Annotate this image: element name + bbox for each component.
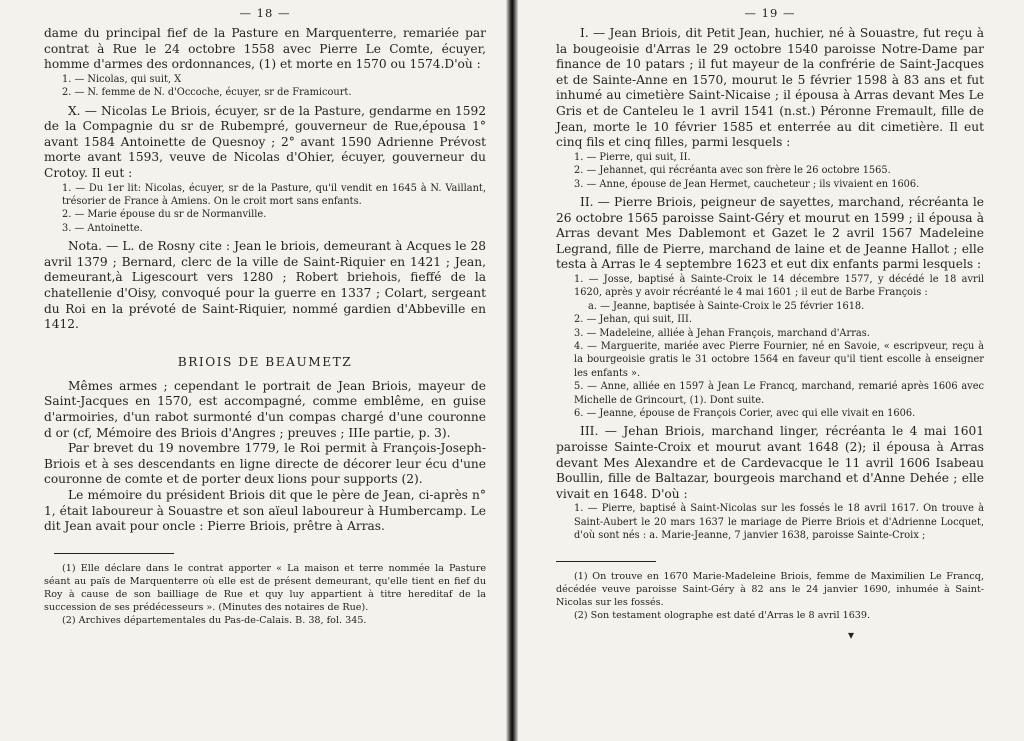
list-item: 3. — Anne, épouse de Jean Hermet, caucheteur ; ils vivaient en 1606. xyxy=(574,178,920,190)
footnote-rule xyxy=(556,561,656,562)
list-item: 1. — Pierre, qui suit, II. xyxy=(574,151,691,163)
ink-mark: ▾ xyxy=(848,628,855,642)
paragraph: I. — Jean Briois, dit Petit Jean, huchier, né à Souastre, fut reçu à la bougeoisie d'Arras le 29 octobre 1540 paroisse Notre-Dame par finance de 10 patars ; il fut mayeur de la confrérie de Saint-Jacques et de Sainte-Anne en 1570, mourut le 5 février 1598 à 83 ans et fut inhumé au cimetière Saint-Nicaise ; il épousa à Arras devant Mes Le Gris et de Canteleu le 1 avril 1541 (n.st.) Péronne Fremault, fille de Jean, morte le 10 février 1585 et enterrée au dit cimetière. Il eut cinq fils et cinq filles, parmi lesquels : xyxy=(556,26,984,150)
list-item: 1. — Nicolas, qui suit, X xyxy=(62,73,182,85)
section-heading: BRIOIS DE BEAUMETZ xyxy=(177,354,353,369)
paragraph: II. — Pierre Briois, peigneur de sayettes, marchand, récréanta le 26 octobre 1565 paroisse Saint-Géry et mourut en 1599 ; il épousa à Arras devant Mes Dablemont et Gazet le 2 avril 1567 Madeleine Legrand, fille de Pierre, marchand de laine et de Jeanne Hallot ; elle testa à Arras le 4 septembre 1623 et eut dix enfants parmi lesquels : xyxy=(556,194,984,272)
paragraph: Mêmes armes ; cependant le portrait de Jean Briois, mayeur de Saint-Jacques en 1570, est accompagné, comme emblême, en guise d'armoiries, d'un rabot surmonté d'un compas chargé d'une couronne d or (cf, Mémoire des Briois d'Angres ; preuves ; IIIe partie, p. 3). xyxy=(44,378,486,440)
list-item: 1. — Du 1er lit: Nicolas, écuyer, sr de la Pasture, qu'il vendit en 1645 à N. Vaillant, trésorier de France à Amiens. On le croit mort sans enfants. xyxy=(62,182,486,207)
left-page xyxy=(0,0,508,741)
footnote-rule xyxy=(54,553,174,554)
footnote: (2) Son testament olographe est daté d'Arras le 8 avril 1639. xyxy=(574,609,871,621)
paragraph: dame du principal fief de la Pasture en Marquenterre, remariée par contrat à Rue le 24 octobre 1558 avec Pierre Le Comte, écuyer, homme d'armes des ordonnances, (1) et morte en 1570 ou 1574.D'où : xyxy=(44,26,486,72)
paragraph: Par brevet du 19 novembre 1779, le Roi permit à François-Joseph-Briois et à ses descendants en ligne directe de décorer leur écu d'une couronne de comte et de porter deux lions pour supports (2). xyxy=(44,441,486,487)
list-item: a. — Jeanne, baptisée à Sainte-Croix le 25 février 1618. xyxy=(588,300,865,312)
paragraph: III. — Jehan Briois, marchand linger, récréanta le 4 mai 1601 paroisse Sainte-Croix et mourut avant 1648 (2); il épousa à Arras devant Mes Alexandre et de Cardevacque le 11 avril 1606 Isabeau Boullin, fille de Baltazar, bourgeois marchand et d'Anne Dehée ; elle vivait en 1648. D'où : xyxy=(556,424,984,501)
paragraph: Nota. — L. de Rosny cite : Jean le briois, demeurant à Acques le 28 avril 1379 ; Bernard, clerc de la ville de Saint-Riquier en 1421 ; Jean, demeurant,à Ligescourt vers 1280 ; Robert briehois, fieffé de la chatellenie d'Oisy, convoqué pour la guerre en 1337 ; Colart, sergeant du Roi en la prévoté de Saint-Riquier, nommé gardien d'Abbeville en 1412. xyxy=(44,239,486,332)
list-item: 4. — Marguerite, mariée avec Pierre Fournier, né en Savoie, « escripveur, reçu à la bourgeoisie gratis le 31 octobre 1564 en faveur qu'il tient escolle à enseigner les enfants ». xyxy=(574,340,984,379)
footnote: (1) Elle déclare dans le contrat apporter « La maison et terre nommée la Pasture séant au païs de Marquenterre où elle est de présent demeurant, qu'elle tient en fief du Roy à cause de son bailliage de Rue et quy luy appartient à titre hereditaf de la succession de ses prédécesseurs ». (Minutes des notaires de Rue). xyxy=(44,562,486,613)
list-item: 1. — Josse, baptisé à Sainte-Croix le 14 décembre 1577, y décédé le 18 avril 1620, après y avoir récréanté le 4 mai 1601 ; il eut de Barbe François : xyxy=(574,273,984,299)
footnote: (2) Archives départementales du Pas-de-Calais. B. 38, fol. 345. xyxy=(62,614,367,626)
page-number: — 18 — xyxy=(239,6,291,20)
list-item: 2. — Jehan, qui suit, III. xyxy=(574,314,692,326)
page-number: — 19 — xyxy=(744,6,796,20)
list-item: 5. — Anne, alliée en 1597 à Jean Le Francq, marchand, remarié après 1606 avec Michelle de Grincourt, (1). Dont suite. xyxy=(574,381,984,406)
list-item: 2. — N. femme de N. d'Occoche, écuyer, sr de Framicourt. xyxy=(62,87,352,99)
list-item: 2. — Jehannet, qui récréanta avec son frère le 26 octobre 1565. xyxy=(574,165,891,177)
list-item: 3. — Antoinette. xyxy=(62,222,143,234)
footnote: (1) On trouve en 1670 Marie-Madeleine Briois, femme de Maximilien Le Francq, décédée veuve paroisse Saint-Géry à 82 ans le 24 janvier 1690, inhumée à Saint-Nicolas sur les fossés. xyxy=(556,570,984,608)
right-page xyxy=(516,0,1024,741)
list-item: 1. — Pierre, baptisé à Saint-Nicolas sur les fossés le 18 avril 1617. On trouve à Saint-Aubert le 20 mars 1637 le mariage de Pierre Briois et d'Adrienne Locquet, d'où sont nés : a. Marie-Jeanne, 7 janvier 1638, paroisse Sainte-Croix ; xyxy=(574,503,984,542)
list-item: 6. — Jeanne, épouse de François Corier, avec qui elle vivait en 1606. xyxy=(574,408,916,419)
list-item: 3. — Madeleine, alliée à Jehan François, marchand d'Arras. xyxy=(574,327,870,339)
paragraph: X. — Nicolas Le Briois, écuyer, sr de la Pasture, gendarme en 1592 de la Compagnie du sr de Rubempré, gouverneur de Rue,épousa 1° avant 1584 Antoinette de Quesnoy ; 2° avant 1590 Adrienne Prévost morte avant 1593, veuve de Nicolas d'Ohier, écuyer, gouverneur du Crotoy. Il eut : xyxy=(44,103,486,180)
list-item: 2. — Marie épouse du sr de Normanville. xyxy=(62,209,267,221)
paragraph: Le mémoire du président Briois dit que le père de Jean, ci-après n° 1, était laboureur à Souastre et son aïeul laboureur à Humbercamp. Le dit Jean avait pour oncle : Pierre Briois, prêtre à Arras. xyxy=(44,487,486,534)
